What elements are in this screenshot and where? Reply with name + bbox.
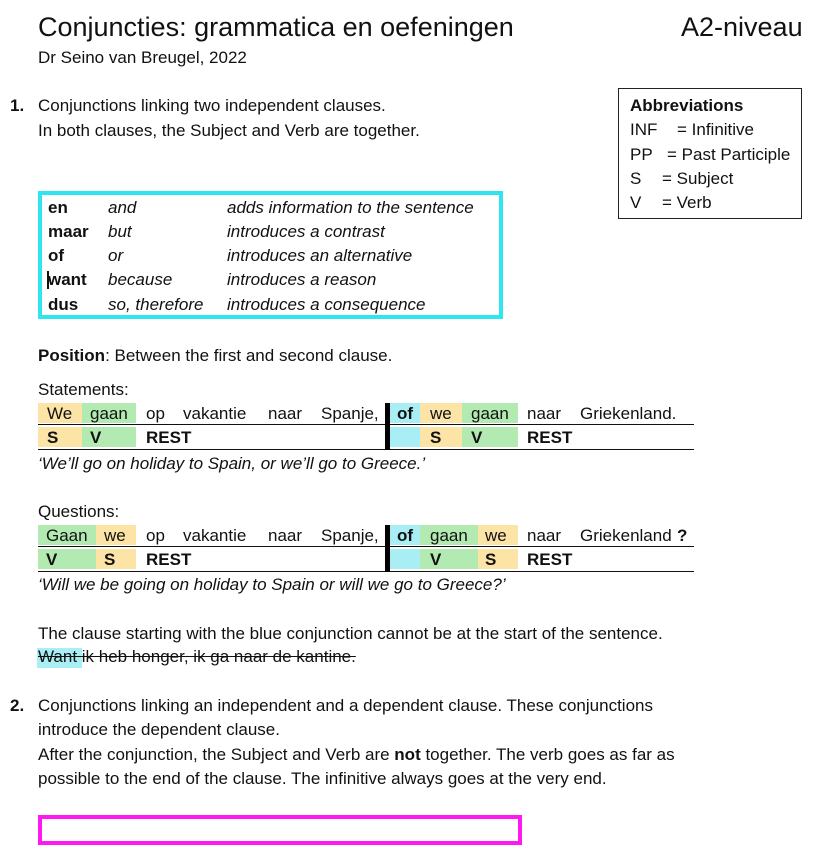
statements-translation: ‘We’ll go on holiday to Spain, or we’ll go to Greece.’ [38, 454, 426, 473]
sentence-word: Spanje, [321, 404, 379, 423]
clause-divider [385, 403, 390, 450]
row-divider [38, 424, 694, 425]
abbr-value: = Infinitive [677, 120, 755, 139]
conjunction-translation: so, therefore [108, 295, 204, 314]
conjunction-word: maar [48, 222, 89, 241]
sentence-word: We [47, 404, 73, 423]
conjunction-word: dus [48, 295, 79, 314]
sentence-word: op [146, 404, 165, 423]
sentence-word: vakantie [183, 404, 247, 423]
row-divider [38, 546, 694, 547]
section2-line3-part: together. The verb goes as far as [420, 745, 675, 764]
abbr-key: PP [630, 145, 653, 164]
sentence-word: Gaan [46, 526, 88, 545]
position-label: Position [38, 346, 106, 365]
grammar-label: S [485, 550, 497, 569]
clause-divider [385, 525, 390, 572]
sentence-word: naar [268, 526, 303, 545]
abbr-value: = Past Participle [667, 145, 791, 164]
conjunction-word: want [48, 270, 87, 289]
sentence-word: we [485, 526, 507, 545]
sentence-word: Griekenland [580, 526, 672, 545]
sentence-word: Griekenland. [580, 404, 677, 423]
row-divider [38, 571, 694, 572]
section2-line4: possible to the end of the clause. The infinitive always goes at the very end. [38, 769, 607, 788]
conjunction-description: introduces an alternative [227, 246, 413, 265]
conjunction-translation: or [108, 246, 124, 265]
sentence-word: gaan [471, 404, 509, 423]
section2-line3-part: After the conjunction, the Subject and Verb are [38, 745, 395, 764]
incorrect-example [38, 647, 356, 667]
abbr-value: = Subject [662, 169, 734, 188]
grammar-label: REST [146, 550, 192, 569]
conjunction-description: adds information to the sentence [227, 198, 474, 217]
conjunction-description: introduces a consequence [227, 295, 426, 314]
abbr-key: S [630, 169, 642, 188]
conjunction-highlight [390, 427, 420, 447]
conjunction-translation: because [108, 270, 173, 289]
position-text: : Between the first and second clause. [105, 346, 393, 365]
abbr-key: V [630, 193, 642, 212]
sentence-word: gaan [90, 404, 128, 423]
abbreviations-title: Abbreviations [630, 96, 744, 115]
section2-line3 [38, 745, 675, 765]
subject-highlight [38, 427, 82, 447]
grammar-label: V [471, 428, 483, 447]
question-mark: ? [677, 526, 688, 545]
section1-line1: Conjunctions linking two independent clauses. [38, 96, 386, 115]
conjunction-description: introduces a reason [227, 270, 377, 289]
grammar-label: REST [527, 428, 573, 447]
section1-line2: In both clauses, the Subject and Verb are together. [38, 121, 420, 140]
questions-translation: ‘Will we be going on holiday to Spain or will we go to Greece?’ [38, 575, 506, 594]
author-line: Dr Seino van Breugel, 2022 [38, 48, 247, 67]
section2-number: 2. [10, 696, 25, 715]
conjunction-word: of [48, 246, 65, 265]
conjunction-word: en [48, 198, 68, 217]
sentence-conjunction: of [397, 526, 414, 545]
strike-rest: ik heb honger, ik ga naar de kantine. [77, 647, 356, 666]
sentence-word: op [146, 526, 165, 545]
verb-highlight [420, 549, 478, 569]
section1-number: 1. [10, 96, 25, 115]
subject-highlight [96, 549, 136, 569]
sentence-word: Spanje, [321, 526, 379, 545]
conjunction-table-box-2 [38, 815, 522, 845]
questions-heading: Questions: [38, 502, 120, 521]
conjunction-description: introduces a contrast [227, 222, 385, 241]
section2-line3-emphasis: not [394, 745, 421, 764]
level-label: A2-niveau [681, 12, 803, 42]
note-line: The clause starting with the blue conjunction cannot be at the start of the sentence. [38, 624, 663, 643]
sentence-word: vakantie [183, 526, 247, 545]
sentence-word: we [104, 526, 126, 545]
page-title: Conjuncties: grammatica en oefeningen [38, 12, 514, 42]
grammar-label: REST [527, 550, 573, 569]
conjunction-translation: and [108, 198, 137, 217]
grammar-label: V [46, 550, 58, 569]
conjunction-translation: but [108, 222, 132, 241]
sentence-word: we [430, 404, 452, 423]
grammar-label: S [430, 428, 442, 447]
position-line [38, 346, 392, 366]
subject-highlight [478, 549, 518, 569]
sentence-word: gaan [430, 526, 468, 545]
grammar-label: S [104, 550, 116, 569]
statements-heading: Statements: [38, 380, 129, 399]
sentence-word: naar [527, 526, 562, 545]
grammar-label: V [430, 550, 442, 569]
sentence-word: naar [268, 404, 303, 423]
abbr-key: INF [630, 120, 658, 139]
grammar-label: S [47, 428, 59, 447]
grammar-label: V [90, 428, 102, 447]
abbr-value: = Verb [662, 193, 712, 212]
strike-word: Want [38, 647, 78, 666]
section2-line2: introduce the dependent clause. [38, 720, 280, 739]
conjunction-highlight [390, 549, 420, 569]
sentence-word: naar [527, 404, 562, 423]
row-divider [38, 449, 694, 450]
section2-line1: Conjunctions linking an independent and a dependent clause. These conjunctions [38, 696, 653, 715]
sentence-conjunction: of [397, 404, 414, 423]
grammar-label: REST [146, 428, 192, 447]
